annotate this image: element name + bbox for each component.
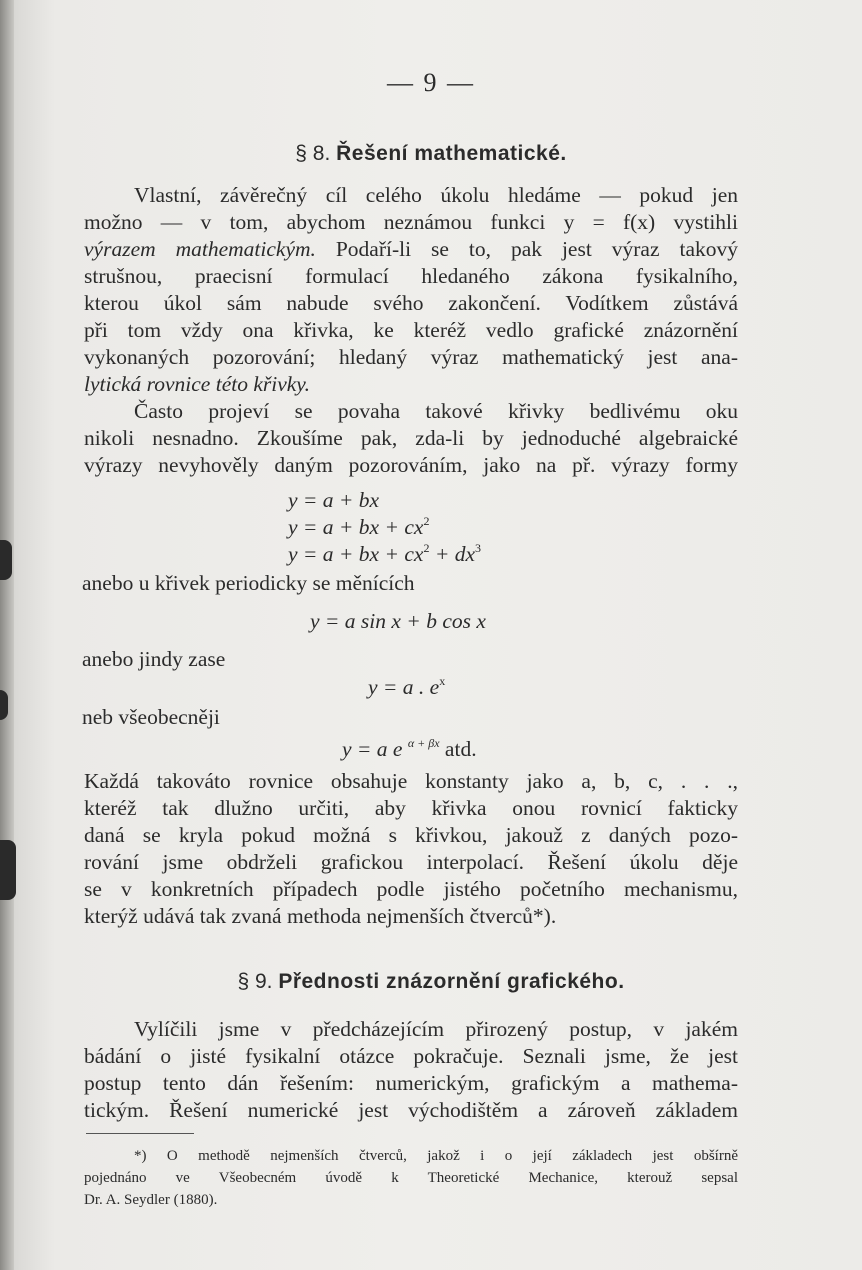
text-line: kteréž tak dlužno určiti, aby křivka onou rovnicí fakticky — [84, 796, 738, 820]
equation — [288, 541, 481, 567]
equation — [288, 514, 429, 540]
footnote-line: *) O methodě nejmenších čtverců, jakož i o její základech jest obšírně — [134, 1148, 738, 1164]
equation: y = a sin x + b cos x — [310, 609, 486, 633]
footnote-line: pojednáno ve Všeobecném úvodě k Theoretické Mechanice, kterouž sepsal — [84, 1170, 738, 1186]
ink-blot — [0, 540, 12, 580]
text-line: bádání o jisté fysikalní otázce pokračuje. Seznali jsme, že jest — [84, 1044, 738, 1068]
text-line: při tom vždy ona křivka, ke kteréž vedlo grafické znázornění — [84, 318, 738, 342]
section-title: Přednosti znázornění grafického. — [278, 970, 625, 993]
text-line — [84, 236, 738, 262]
section-8-heading — [0, 142, 862, 166]
text-line: daná se kryla pokud možná s křivkou, jakouž z daných pozo- — [84, 823, 738, 847]
equation-tail: + dx — [429, 542, 476, 566]
text-line: vykonaných pozorování; hledaný výraz mathematický jest ana- — [84, 345, 738, 369]
text-line: možno — v tom, abychom neznámou funkci y = f(x) vystihli — [84, 210, 738, 234]
equation-body: y = a e — [342, 737, 403, 761]
text-line: postup tento dán řešením: numerickým, grafickým a mathema- — [84, 1071, 738, 1095]
text-line: kterýž udává tak zvaná methoda nejmenších čtverců*). — [84, 904, 557, 928]
equation-body: y = a + bx + cx — [288, 542, 424, 566]
text-line: neb všeobecněji — [82, 705, 220, 729]
section-title: Řešení mathematické. — [336, 142, 567, 165]
text-line: Často projeví se povaha takové křivky bedlivému oku — [134, 399, 738, 423]
exponent: 2 — [423, 514, 430, 528]
equation: y = a + bx — [288, 488, 380, 512]
equation-body: y = a + bx + cx — [288, 515, 424, 539]
exponent: 3 — [475, 541, 482, 555]
section-number: § 8. — [295, 142, 331, 165]
text-line: anebo jindy zase — [82, 647, 226, 671]
section-number: § 9. — [237, 970, 273, 993]
text-line: tickým. Řešení numerické jest východištěm a zároveň základem — [84, 1098, 738, 1122]
text-line: kterou úkol sám nabude svého zakončení. Vodítkem zůstává — [84, 291, 738, 315]
equation-tail: atd. — [444, 737, 477, 761]
text-line: Každá takováto rovnice obsahuje konstanty jako a, b, c, . . ., — [84, 769, 738, 793]
text-span: Podaří-li se to, pak jest výraz takový — [315, 237, 738, 261]
text-line: lytická rovnice této křivky. — [84, 372, 311, 396]
footnote-rule — [86, 1133, 194, 1134]
text-line: anebo u křivek periodicky se měnících — [82, 571, 415, 595]
exponent: α + βx — [407, 736, 440, 750]
ink-blot — [0, 840, 16, 900]
page-spine-shadow — [0, 0, 14, 1270]
text-line: Vylíčili jsme v předcházejícím přirozený postup, v jakém — [134, 1017, 738, 1041]
text-line: se v konkretních případech podle jistého početního mechanismu, — [84, 877, 738, 901]
page-number: — 9 — — [387, 68, 475, 97]
text-line: Vlastní, závěrečný cíl celého úkolu hledáme — pokud jen — [134, 183, 738, 207]
text-line: strušnou, praecisní formulací hledaného zákona fysikalního, — [84, 264, 738, 288]
italic-text: výrazem mathematickým. — [84, 237, 316, 261]
footnote-line: Dr. A. Seydler (1880). — [84, 1192, 218, 1208]
exponent: x — [439, 674, 446, 688]
equation-body: y = a . e — [368, 675, 440, 699]
equation — [368, 674, 445, 700]
text-line: rování jsme obdrželi grafickou interpolací. Řešení úkolu děje — [84, 850, 738, 874]
section-9-heading — [0, 970, 862, 994]
exponent: 2 — [423, 541, 430, 555]
ink-blot — [0, 690, 8, 720]
text-line: výrazy nevyhověly daným pozorováním, jako na př. výrazy formy — [84, 453, 738, 477]
text-line: nikoli nesnadno. Zkoušíme pak, zda-li by jednoduché algebraické — [84, 426, 738, 450]
equation — [342, 736, 477, 762]
